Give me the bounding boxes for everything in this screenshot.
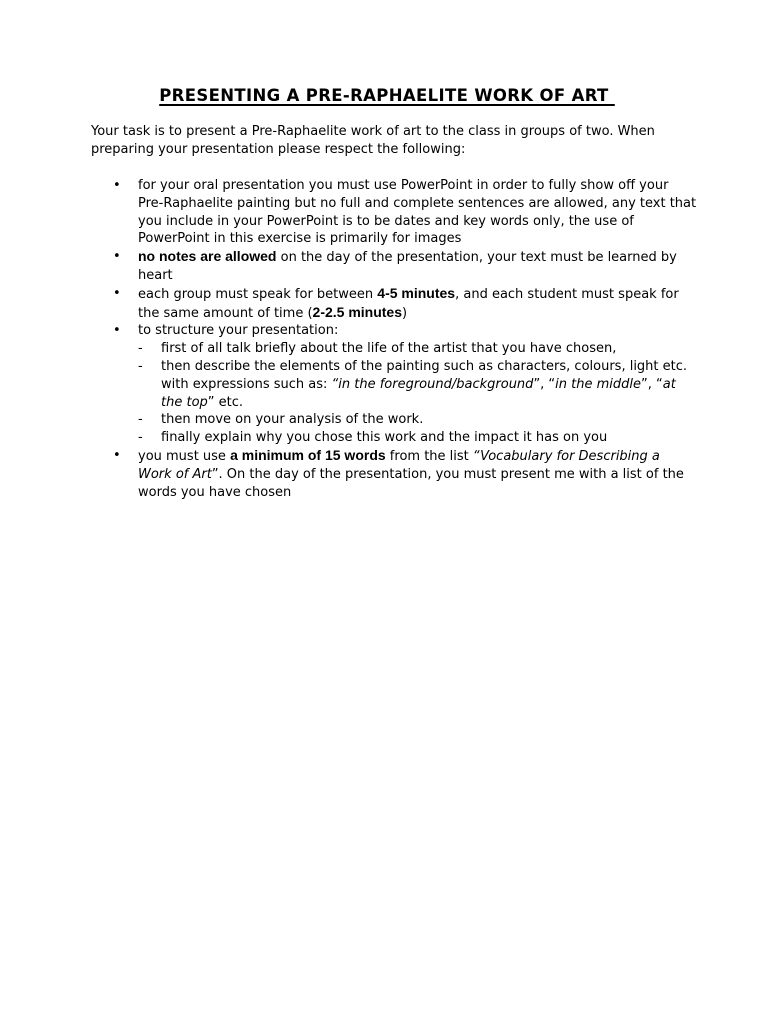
italic-text: at	[662, 376, 676, 392]
requirements-list	[0, 177, 768, 501]
bullet-icon: •	[113, 323, 121, 339]
text-run: ”. On the day of the presentation, you must present me with a list of the	[211, 466, 684, 482]
sublist-item-line	[161, 394, 768, 412]
text-run: on the day of the presentation, your text must be learned by	[276, 250, 677, 266]
page-title-text: PRESENTING A PRE-RAPHAELITE WORK OF ART	[159, 86, 615, 105]
text-run: each group must speak for between	[138, 286, 378, 302]
bold-text: no notes are allowed	[138, 248, 277, 265]
sublist-item-describe-elements	[138, 358, 768, 411]
list-item-line: for your oral presentation you must use PowerPoint in order to fully show off your	[138, 178, 669, 193]
intro-line: Your task is to present a Pre-Raphaelite work of art to the class in groups of two. When	[91, 124, 655, 139]
list-item-line	[138, 466, 768, 484]
text-run: ” etc.	[207, 394, 244, 410]
list-item-powerpoint	[0, 177, 768, 248]
sublist-item-line	[161, 376, 768, 394]
structure-sublist	[138, 340, 768, 447]
text-run: from the list	[385, 448, 473, 464]
list-item-line: to structure your presentation:	[138, 323, 339, 339]
sublist-item-line: then move on your analysis of the work.	[161, 412, 424, 428]
dash-icon: -	[138, 430, 143, 446]
sublist-item-artist-life	[138, 340, 768, 358]
bullet-icon: •	[113, 178, 121, 193]
italic-text: in the middle	[555, 376, 642, 392]
sublist-item-analysis	[138, 411, 768, 429]
sublist-item-line: finally explain why you chose this work and the impact it has on you	[161, 430, 608, 446]
list-item-line	[138, 248, 768, 267]
list-item-line: words you have chosen	[138, 484, 292, 500]
sublist-item-line: first of all talk briefly about the life of the artist that you have chosen,	[161, 341, 617, 357]
list-item-timing	[0, 285, 768, 323]
intro-paragraph	[91, 123, 691, 159]
list-item-structure	[0, 322, 768, 447]
list-item-line	[138, 304, 768, 323]
bullet-icon: •	[113, 285, 121, 301]
italic-text: the top	[161, 394, 208, 410]
list-item-vocabulary	[0, 447, 768, 501]
bullet-icon: •	[113, 249, 121, 265]
text-run: the same amount of time (	[138, 305, 313, 321]
text-run: )	[402, 305, 408, 321]
page-title	[0, 85, 768, 107]
list-item-line: heart	[138, 267, 173, 283]
dash-icon: -	[138, 341, 143, 357]
text-run: , and each student must speak for	[455, 286, 679, 302]
dash-icon: -	[138, 412, 143, 428]
list-item-no-notes	[0, 248, 768, 285]
text-run: ”, “	[641, 376, 663, 392]
italic-text: “Vocabulary for Describing a	[472, 448, 660, 464]
list-item-line: you include in your PowerPoint is to be dates and key words only, the use of	[138, 213, 634, 229]
bold-text: 4-5 minutes	[377, 284, 456, 301]
list-item-line: Pre-Raphaelite painting but no full and complete sentences are allowed, any text that	[138, 195, 697, 211]
italic-text: “in the foreground/background	[331, 376, 534, 392]
list-item-line	[138, 285, 768, 304]
sublist-item-impact	[138, 429, 768, 447]
text-run: with expressions such as:	[161, 376, 332, 392]
bold-text: a minimum of 15 words	[230, 446, 386, 463]
list-item-line	[138, 447, 768, 466]
intro-line: preparing your presentation please respect the following:	[91, 142, 466, 157]
text-run: you must use	[138, 448, 231, 464]
text-run: ”, “	[533, 376, 556, 392]
bullet-icon: •	[113, 447, 121, 463]
list-item-line: PowerPoint in this exercise is primarily for images	[138, 231, 462, 247]
bold-text: 2-2.5 minutes	[312, 303, 403, 320]
dash-icon: -	[138, 358, 143, 374]
italic-text: Work of Art	[138, 466, 212, 482]
sublist-item-line: then describe the elements of the painting such as characters, colours, light etc.	[161, 358, 688, 374]
